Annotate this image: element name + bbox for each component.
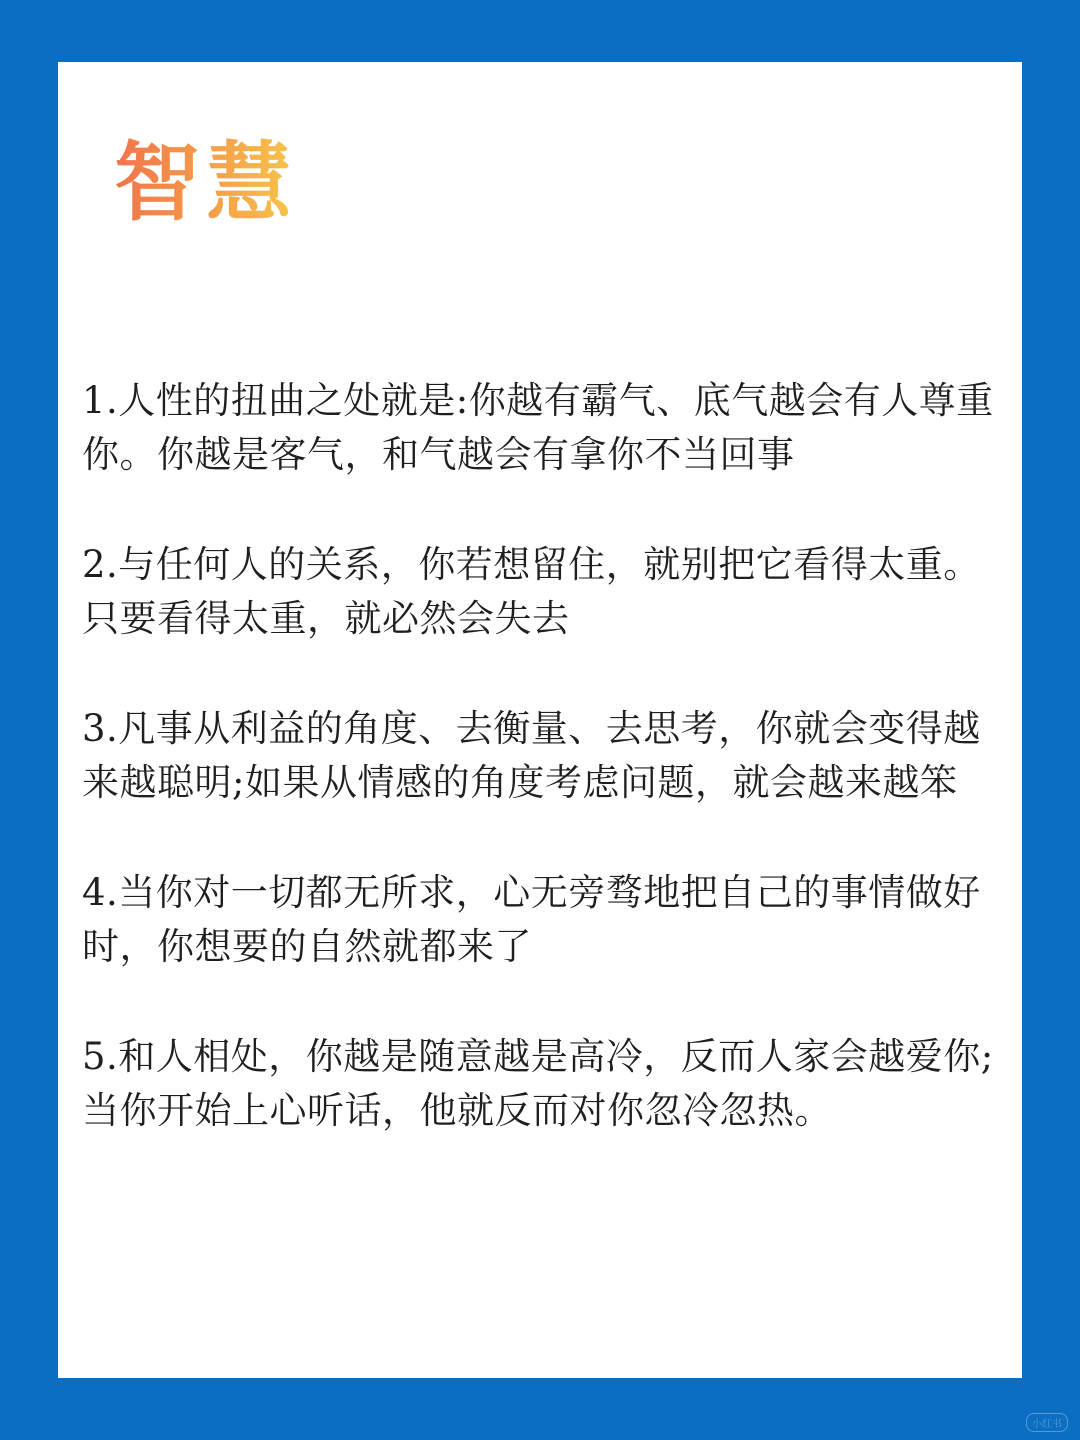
quote-item-4: 4.当你对一切都无所求，心无旁骛地把自己的事情做好时，你想要的自然就都来了 (82, 871, 981, 968)
content-card (58, 62, 1022, 1378)
quote-item-2: 2.与任何人的关系，你若想留住，就别把它看得太重。只要看得太重，就必然会失去 (82, 543, 981, 640)
quote-item-1: 1.人性的扭曲之处就是:你越有霸气、底气越会有人尊重你。你越是客气，和气越会有拿你不当回事 (82, 379, 994, 476)
quote-list (82, 374, 1002, 1138)
page-title: 智慧 (114, 128, 298, 238)
quote-item-5: 5.和人相处，你越是随意越是高冷，反而人家会越爱你;当你开始上心听话，他就反而对你忽冷忽热。 (82, 1035, 994, 1132)
quote-item-3: 3.凡事从利益的角度、去衡量、去思考，你就会变得越来越聪明;如果从情感的角度考虑问题，就会越来越笨 (82, 707, 981, 804)
watermark-logo: 小红书 (1026, 1413, 1068, 1432)
